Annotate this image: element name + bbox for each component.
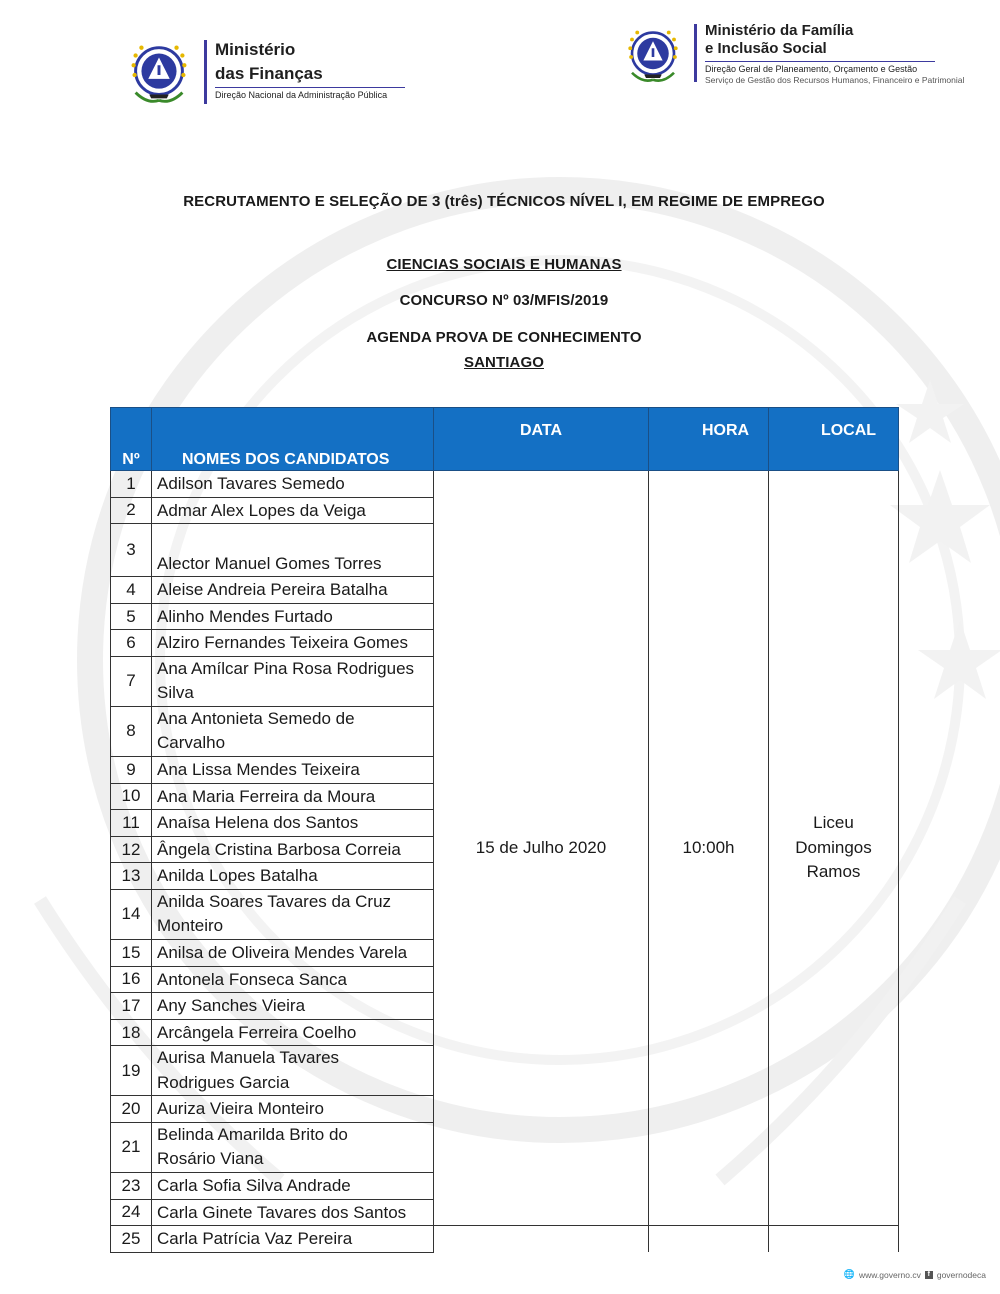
- candidate-name-line1: Carla Ginete Tavares dos Santos: [157, 1202, 407, 1222]
- exam-time: 10:00h: [649, 471, 769, 1226]
- row-number: 3: [111, 524, 152, 577]
- exam-location-line2: Domingos: [795, 837, 872, 857]
- candidate-name: [152, 706, 434, 756]
- exam-location: [769, 471, 899, 1226]
- logo-ministerio-financas: [120, 36, 405, 114]
- facebook-icon: f: [925, 1271, 933, 1279]
- row-number: 9: [111, 756, 152, 783]
- row-number: 6: [111, 630, 152, 657]
- candidate-name-line1: Arcângela Ferreira Coelho: [157, 1022, 357, 1042]
- candidate-name-line1: Antonela Fonseca Sanca: [157, 969, 347, 989]
- candidate-name-line1: Ângela Cristina Barbosa Correia: [157, 839, 401, 859]
- ministry-subtitle-2: Serviço de Gestão dos Recursos Humanos, Financeiro e Patrimonial: [705, 75, 965, 85]
- row-number: 1: [111, 471, 152, 498]
- row-number: 13: [111, 863, 152, 890]
- coat-of-arms-icon: [120, 36, 198, 114]
- island-heading: SANTIAGO: [464, 354, 544, 371]
- candidate-name: [152, 966, 434, 993]
- candidate-name-line1: Ana Maria Ferreira da Moura: [157, 786, 376, 806]
- candidate-name: [152, 471, 434, 498]
- empty-date-cell: [434, 1226, 649, 1253]
- candidate-name: [152, 836, 434, 863]
- candidate-name-line1: Anilda Lopes Batalha: [157, 866, 318, 886]
- candidate-name: [152, 810, 434, 837]
- contest-heading: CONCURSO Nº 03/MFIS/2019: [399, 292, 609, 309]
- row-number: 20: [111, 1096, 152, 1123]
- row-number: 12: [111, 836, 152, 863]
- candidate-name: [152, 1226, 434, 1253]
- candidate-name: [152, 656, 434, 706]
- candidate-name: [152, 863, 434, 890]
- candidate-name: [152, 1096, 434, 1123]
- candidate-name-line1: Carla Sofia Silva Andrade: [157, 1176, 351, 1195]
- candidate-name: [152, 577, 434, 604]
- row-number: 17: [111, 993, 152, 1020]
- agenda-heading: AGENDA PROVA DE CONHECIMENTO: [366, 329, 642, 346]
- candidate-name-line2: Rosário Viana: [157, 1149, 264, 1169]
- ministry-name-line2: das Finanças: [215, 64, 323, 83]
- row-number: 5: [111, 603, 152, 630]
- candidate-name-line1: Alziro Fernandes Teixeira Gomes: [157, 633, 409, 653]
- candidate-name: [152, 889, 434, 939]
- column-header-place: LOCAL: [769, 408, 899, 471]
- candidate-name-line1: Alinho Mendes Furtado: [157, 606, 333, 626]
- candidate-name: [152, 497, 434, 524]
- table-row: [111, 1226, 899, 1253]
- column-header-name: NOMES DOS CANDIDATOS: [152, 408, 434, 471]
- logo-divider: [204, 40, 207, 104]
- column-header-number: Nº: [111, 408, 152, 471]
- column-header-date: DATA: [434, 408, 649, 471]
- candidate-name: [152, 756, 434, 783]
- candidate-name: [152, 993, 434, 1020]
- candidate-name: [152, 1199, 434, 1226]
- candidate-name-line1: Aurisa Manuela Tavares: [157, 1048, 340, 1068]
- exam-location-line1: Liceu: [813, 813, 854, 833]
- logo-ministerio-familia: [618, 22, 964, 92]
- logo-divider: [694, 24, 697, 82]
- logo-rule: [215, 87, 405, 88]
- row-number: 18: [111, 1019, 152, 1046]
- row-number: 25: [111, 1226, 152, 1253]
- document-title: RECRUTAMENTO E SELEÇÃO DE 3 (três) TÉCNICOS NÍVEL I, EM REGIME DE EMPREGO: [183, 193, 825, 210]
- candidate-name-line2: Carvalho: [157, 733, 226, 753]
- table-body: [111, 471, 899, 1253]
- column-header-time: HORA: [649, 408, 769, 471]
- candidate-name-line1: Ana Amílcar Pina Rosa Rodrigues: [157, 658, 415, 678]
- table-row: [111, 471, 899, 498]
- row-number: 11: [111, 810, 152, 837]
- candidate-name-line2: Silva: [157, 683, 194, 703]
- row-number: 10: [111, 783, 152, 810]
- row-number: 21: [111, 1122, 152, 1172]
- row-number: 2: [111, 497, 152, 524]
- candidate-name-line1: Alector Manuel Gomes Torres: [157, 553, 382, 573]
- candidate-name: [152, 630, 434, 657]
- exam-location-line3: Ramos: [806, 862, 861, 882]
- candidate-name-line1: Aleise Andreia Pereira Batalha: [157, 580, 388, 600]
- row-number: 8: [111, 706, 152, 756]
- empty-time-cell: [649, 1226, 769, 1253]
- coat-of-arms-icon: [618, 22, 688, 92]
- row-number: 4: [111, 577, 152, 604]
- ministry-name-line2: e Inclusão Social: [705, 40, 827, 57]
- candidate-name-line2: Rodrigues Garcia: [157, 1072, 290, 1092]
- footer-website: www.governo.cv: [858, 1269, 921, 1280]
- ministry-name-line1: Ministério da Família: [705, 22, 854, 39]
- row-number: 7: [111, 656, 152, 706]
- candidate-name-line1: Anaísa Helena dos Santos: [157, 813, 359, 833]
- empty-place-cell: [769, 1226, 899, 1253]
- row-number: 19: [111, 1046, 152, 1096]
- candidate-name-line1: Belinda Amarilda Brito do: [157, 1124, 348, 1144]
- ministry-subtitle: Direção Nacional da Administração Pública: [215, 90, 388, 100]
- candidate-name-line2: Monteiro: [157, 916, 224, 936]
- candidate-name: [152, 603, 434, 630]
- table-header-row: [111, 408, 899, 471]
- globe-icon: 🌐: [843, 1269, 855, 1279]
- candidate-name: [152, 1019, 434, 1046]
- candidate-name: [152, 524, 434, 577]
- footer-social: governodeca: [936, 1269, 986, 1280]
- row-number: 24: [111, 1199, 152, 1226]
- candidate-name-line1: Any Sanches Vieira: [157, 996, 306, 1016]
- area-heading: CIENCIAS SOCIAIS E HUMANAS: [386, 256, 622, 273]
- candidate-name-line1: Ana Antonieta Semedo de: [157, 708, 355, 728]
- logo-rule: [705, 61, 935, 62]
- candidate-name-line1: Ana Lissa Mendes Teixeira: [157, 760, 360, 780]
- candidate-name-line1: Admar Alex Lopes da Veiga: [157, 500, 366, 520]
- candidates-table: [110, 407, 899, 1253]
- row-number: 15: [111, 939, 152, 966]
- row-number: 23: [111, 1172, 152, 1199]
- candidate-name: [152, 1172, 434, 1199]
- candidate-name-line1: Anilsa de Oliveira Mendes Varela: [157, 943, 408, 963]
- candidate-name-line1: Anilda Soares Tavares da Cruz: [157, 891, 392, 911]
- row-number: 14: [111, 889, 152, 939]
- footer: [844, 1269, 986, 1280]
- exam-date: 15 de Julho 2020: [434, 471, 649, 1226]
- candidate-name-line1: Auriza Vieira Monteiro: [157, 1099, 324, 1119]
- candidate-name: [152, 1046, 434, 1096]
- candidate-name-line1: Carla Patrícia Vaz Pereira: [157, 1229, 353, 1249]
- candidate-name: [152, 783, 434, 810]
- row-number: 16: [111, 966, 152, 993]
- candidate-name: [152, 939, 434, 966]
- ministry-subtitle-1: Direção Geral de Planeamento, Orçamento e Gestão: [705, 64, 918, 74]
- candidate-name: [152, 1122, 434, 1172]
- ministry-name-line1: Ministério: [215, 40, 296, 59]
- candidate-name-line1: Adilson Tavares Semedo: [157, 474, 345, 494]
